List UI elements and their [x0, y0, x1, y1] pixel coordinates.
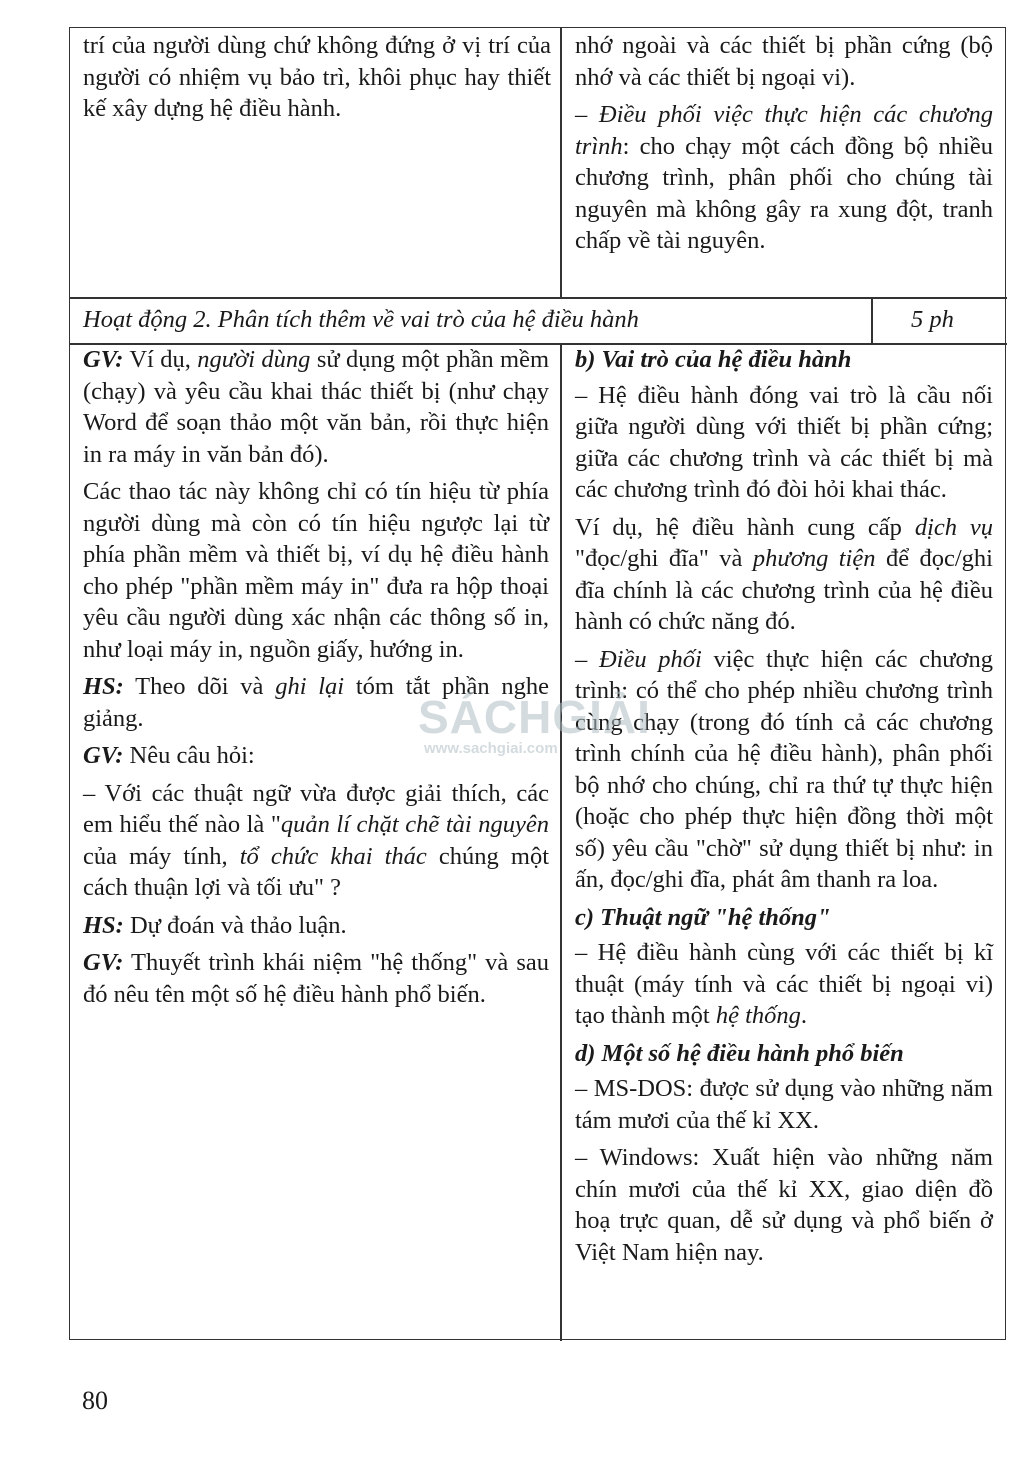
text: "đọc/ghi đĩa" và [575, 545, 753, 572]
top-right-para-2 [575, 99, 993, 257]
text: chúng một cách thuận lợi và tối ưu" ? [83, 842, 549, 901]
column-divider-top [560, 28, 562, 297]
emphasis: tổ chức khai thác [239, 842, 427, 870]
teacher-student-column [83, 344, 549, 1016]
text: – Hệ điều hành cùng với các thiết bị kĩ thuật (máy tính và các thiết bị ngoại vi) tạo thành một [575, 939, 993, 1029]
watermark-url: www.sachgiai.com [424, 740, 558, 757]
emphasis: người dùng [197, 346, 311, 373]
emphasis: Điều phối [598, 645, 702, 673]
text: Dự đoán và thảo luận. [123, 911, 347, 939]
gv-label: GV: [83, 346, 124, 373]
top-left-cell [83, 30, 551, 131]
emphasis: phương tiện [752, 545, 876, 572]
section-c-heading: c) Thuật ngữ "hệ thống" [575, 903, 831, 931]
section-c-para-1 [575, 937, 993, 1032]
text: Ví dụ, [123, 346, 198, 373]
text: tóm tắt phần nghe giảng. [83, 673, 549, 732]
activity-time: 5 ph [911, 306, 954, 333]
text: – [575, 645, 599, 673]
section-d-para-2: – Windows: Xuất hiện vào những năm chín mươi của thế kỉ XX, giao diện đồ hoạ trực quan, dễ sử dụng và phổ biến ở Việt Nam hiện nay. [575, 1144, 993, 1266]
section-b-heading: b) Vai trò của hệ điều hành [575, 346, 852, 373]
text: việc thực hiện các chương trình: có thể cho phép nhiều chương trình cùng chạy (trong đó tính cả các chương trình chính của hệ điều hành), phân phối bộ nhớ cho chúng, chỉ ra thứ tự thực hiện (hoặc cho phép thực hiện đồng thời một số) yêu cầu "chờ" sử dụng thiết bị như: in ấn, đọc/ghi đĩa, phát âm thanh ra loa. [575, 645, 994, 893]
section-b-para-2 [575, 512, 993, 638]
gv-present-para [83, 947, 549, 1010]
time-divider [871, 297, 873, 343]
hs-label: HS: [83, 673, 124, 700]
text: Nêu câu hỏi: [123, 742, 255, 769]
signals-para: Các thao tác này không chỉ có tín hiệu từ phía người dùng mà còn có tín hiệu ngược lại từ phía phần mềm và thiết bị, ví dụ hệ điều hành cho phép "phần mềm máy in" đưa ra hộp thoại yêu cầu người dùng xác nhận các thông số in, như loại máy in, nguồn giấy, hướng in. [83, 478, 549, 663]
page-number: 80 [82, 1386, 108, 1415]
coordination-term: Điều phối việc thực hiện các chương trình [575, 101, 993, 160]
column-divider-bottom [560, 343, 562, 1341]
emphasis: hệ thống [715, 1002, 801, 1029]
hs-label: HS: [83, 911, 124, 939]
text: . [800, 1002, 808, 1029]
text: Ví dụ, hệ điều hành cung cấp [575, 513, 915, 541]
lesson-table [69, 27, 1006, 1340]
coordination-desc: : cho chạy một cách đồng bộ nhiều chương trình, phân phối cho chúng tài nguyên mà không gây ra xung đột, tranh chấp về tài nguyên. [575, 132, 993, 254]
gv-example-para [83, 344, 549, 470]
top-right-cell [575, 30, 993, 263]
section-d-heading: d) Một số hệ điều hành phổ biến [575, 1039, 904, 1067]
section-b-para-3 [575, 644, 993, 896]
section-b-para-1: – Hệ điều hành đóng vai trò là cầu nối giữa người dùng với thiết bị phần cứng; giữa các chương trình và các thiết bị mà các chương trình đó đòi hỏi khai thác. [575, 381, 993, 503]
emphasis: quản lí chặt chẽ tài nguyên [280, 811, 549, 838]
top-right-para-1: nhớ ngoài và các thiết bị phần cứng (bộ nhớ và các thiết bị ngoại vi). [575, 32, 993, 91]
emphasis: ghi lại [275, 673, 345, 700]
activity-title: Hoạt động 2. Phân tích thêm về vai trò của hệ điều hành [83, 306, 639, 333]
text: – Với các thuật ngữ vừa được giải thích, các em hiểu thế nào là " [83, 779, 549, 838]
top-left-text: trí của người dùng chứ không đứng ở vị trí của người có nhiệm vụ bảo trì, khôi phục hay thiết kế xây dựng hệ điều hành. [83, 32, 551, 122]
section-d-para-1: – MS-DOS: được sử dụng vào những năm tám mươi của thế kỉ XX. [575, 1075, 993, 1134]
question-text [83, 778, 549, 904]
row-divider-1 [70, 297, 1007, 299]
content-column [575, 344, 993, 1274]
text: để đọc/ghi đĩa chính là các chương trình của hệ điều hành có chức năng đó. [575, 545, 993, 635]
emphasis: dịch vụ [914, 513, 993, 541]
watermark-brand: SÁCHGIẢI [418, 691, 651, 743]
text: của máy tính, [83, 842, 240, 870]
gv-label: GV: [83, 949, 124, 976]
dash: – [575, 101, 599, 128]
hs-discuss-para [83, 910, 549, 942]
text: sử dụng một phần mềm (chạy) và yêu cầu khai thác thiết bị (như chạy Word để soạn thảo một văn bản, rồi thực hiện in ra máy in văn bản đó). [83, 346, 549, 468]
gv-label: GV: [83, 742, 124, 769]
text: Thuyết trình khái niệm "hệ thống" và sau đó nêu tên một số hệ điều hành phổ biến. [83, 949, 549, 1008]
text: Theo dõi và [123, 673, 276, 700]
